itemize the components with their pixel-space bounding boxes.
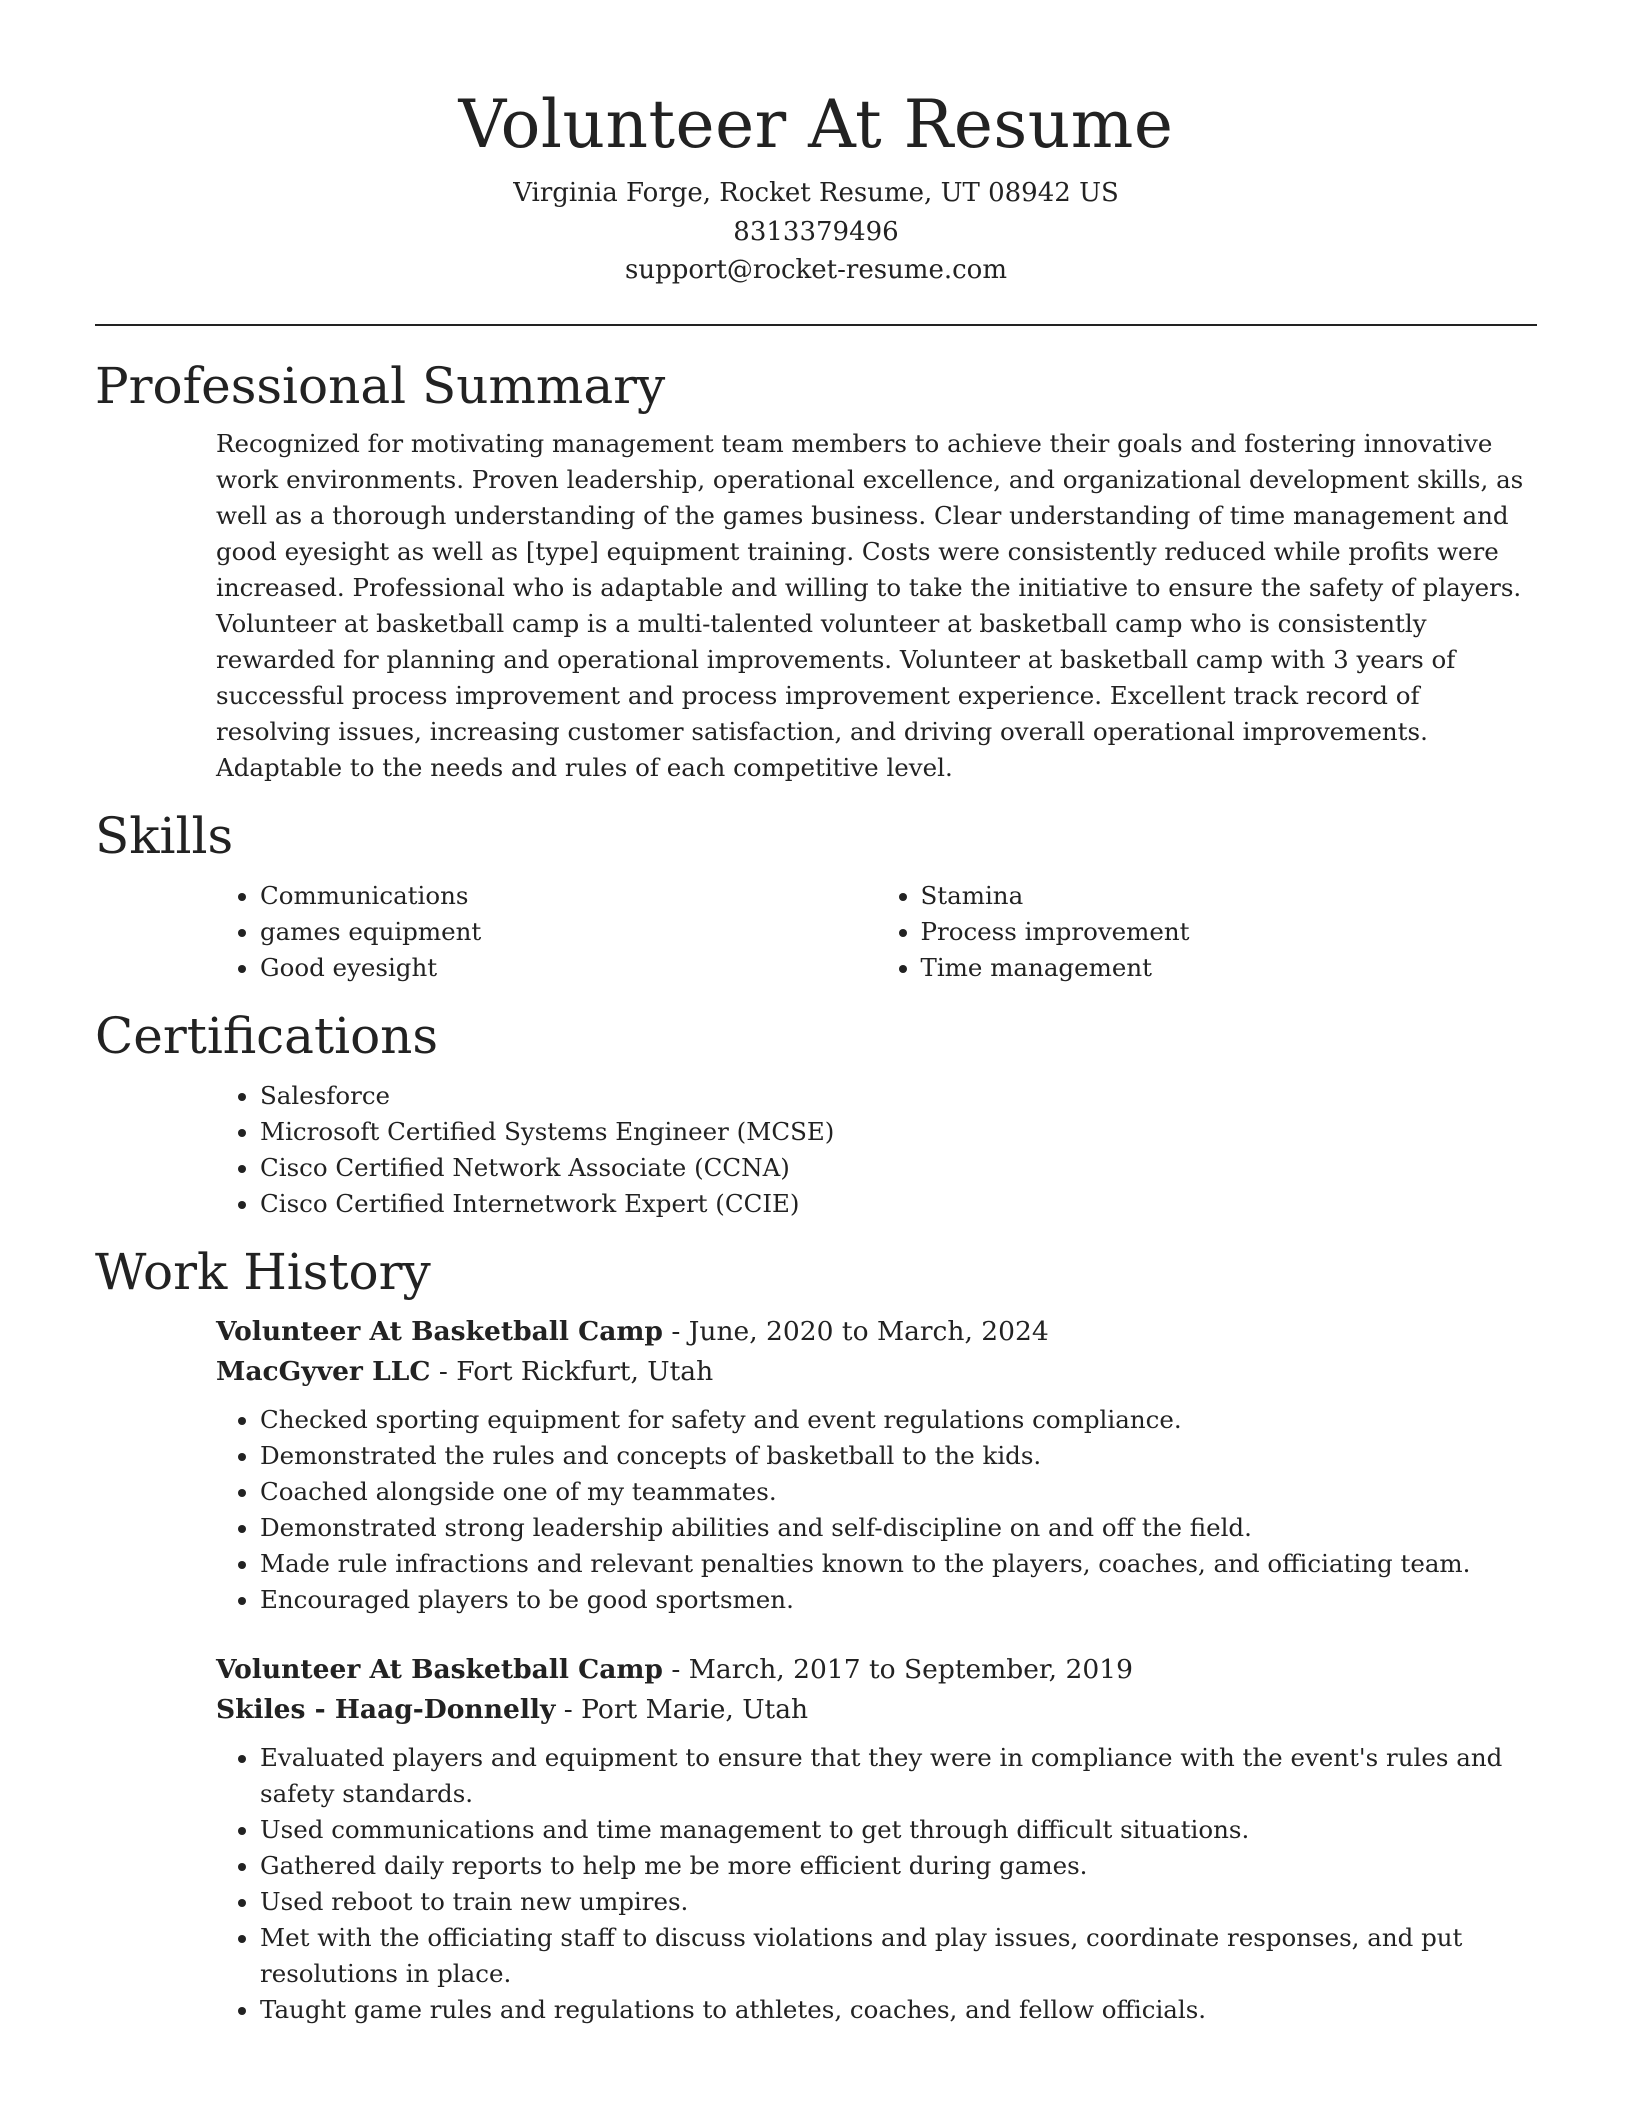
certifications-body [95,1078,1537,1222]
job-title-line [216,1312,1537,1352]
work-history-section [95,1242,1537,2028]
job-bullet: • Evaluated players and equipment to ensure that they were in compliance with the event's rules and safety standards. [260,1740,1537,1812]
job-bullet: • Checked sporting equipment for safety and event regulations compliance. [260,1402,1537,1438]
certification-item: • Salesforce [260,1078,1537,1114]
skill-item: • Stamina [921,878,1538,914]
job-bullet: • Used communications and time management to get through difficult situations. [260,1812,1537,1848]
job-dates: - March, 2017 to September, 2019 [662,1653,1133,1685]
job-title-line [216,1650,1537,1690]
skill-item: • Communications [260,878,877,914]
skill-item: • games equipment [260,914,877,950]
job-employer-line [216,1352,1537,1392]
summary-heading: Professional Summary [95,356,666,415]
resume-name: Volunteer At Resume [458,86,1174,163]
work-history-heading: Work History [95,1242,431,1301]
header-divider [95,324,1537,326]
job-bullets [216,1402,1537,1618]
skill-item: • Time management [921,950,1538,986]
contact-phone: 8313379496 [733,216,899,247]
job-bullets [216,1740,1537,2028]
job-title: Volunteer At Basketball Camp [216,1653,663,1685]
certification-item: • Microsoft Certified Systems Engineer (MCSE) [260,1114,1537,1150]
job-bullet: • Met with the officiating staff to discuss violations and play issues, coordinate responses, and put resolutions in place. [260,1920,1537,1992]
job-bullet: • Coached alongside one of my teammates. [260,1474,1537,1510]
certification-item: • Cisco Certified Network Associate (CCNA) [260,1150,1537,1186]
summary-text: Recognized for motivating management team members to achieve their goals and fostering innovative work environments. Proven leadership, operational excellence, and organizational development skills, as well as a thorough understanding of the games business. Clear understanding of time management and good eyesight as well as [type] equipment training. Costs were consistently reduced while profits were increased. Professional who is adaptable and willing to take the initiative to ensure the safety of players. Volunteer at basketball camp is a multi-talented volunteer at basketball camp who is consistently rewarded for planning and operational improvements. Volunteer at basketball camp with 3 years of successful process improvement and process improvement experience. Excellent track record of resolving issues, increasing customer satisfaction, and driving overall operational improvements. Adaptable to the needs and rules of each competitive level. [216,428,1524,782]
job-location: - Fort Rickfurt, Utah [430,1355,714,1387]
job-employer-line [216,1690,1537,1730]
certifications-list [216,1078,1537,1222]
job-bullet: • Gathered daily reports to help me be more efficient during games. [260,1848,1537,1884]
skills-right-list [877,878,1538,986]
skills-left-list [216,878,877,986]
contact-block [95,174,1537,290]
certification-item: • Cisco Certified Internetwork Expert (CCIE) [260,1186,1537,1222]
summary-section [95,356,1537,786]
skills-heading: Skills [95,806,234,865]
job-employer: Skiles - Haag-Donnelly [216,1693,556,1725]
job-employer: MacGyver LLC [216,1355,431,1387]
job-title: Volunteer At Basketball Camp [216,1315,663,1347]
job-bullet: • Used reboot to train new umpires. [260,1884,1537,1920]
contact-address: Virginia Forge, Rocket Resume, UT 08942 US [513,178,1119,208]
job-bullet: • Taught game rules and regulations to athletes, coaches, and fellow officials. [260,1992,1537,2028]
certifications-heading: Certifications [95,1006,439,1065]
skill-item: • Process improvement [921,914,1538,950]
job-entry [95,1650,1537,2028]
job-bullet: • Demonstrated the rules and concepts of basketball to the kids. [260,1438,1537,1474]
job-bullet: • Encouraged players to be good sportsmen. [260,1582,1537,1618]
certifications-section [95,1006,1537,1222]
skill-item: • Good eyesight [260,950,877,986]
job-location: - Port Marie, Utah [555,1693,809,1725]
job-bullet: • Demonstrated strong leadership abilities and self-discipline on and off the field. [260,1510,1537,1546]
skills-section [95,806,1537,986]
job-bullet: • Made rule infractions and relevant penalties known to the players, coaches, and officiating team. [260,1546,1537,1582]
job-entry [95,1312,1537,1618]
skills-columns [95,878,1537,986]
contact-email: support@rocket-resume.com [624,255,1007,285]
job-dates: - June, 2020 to March, 2024 [662,1315,1049,1347]
